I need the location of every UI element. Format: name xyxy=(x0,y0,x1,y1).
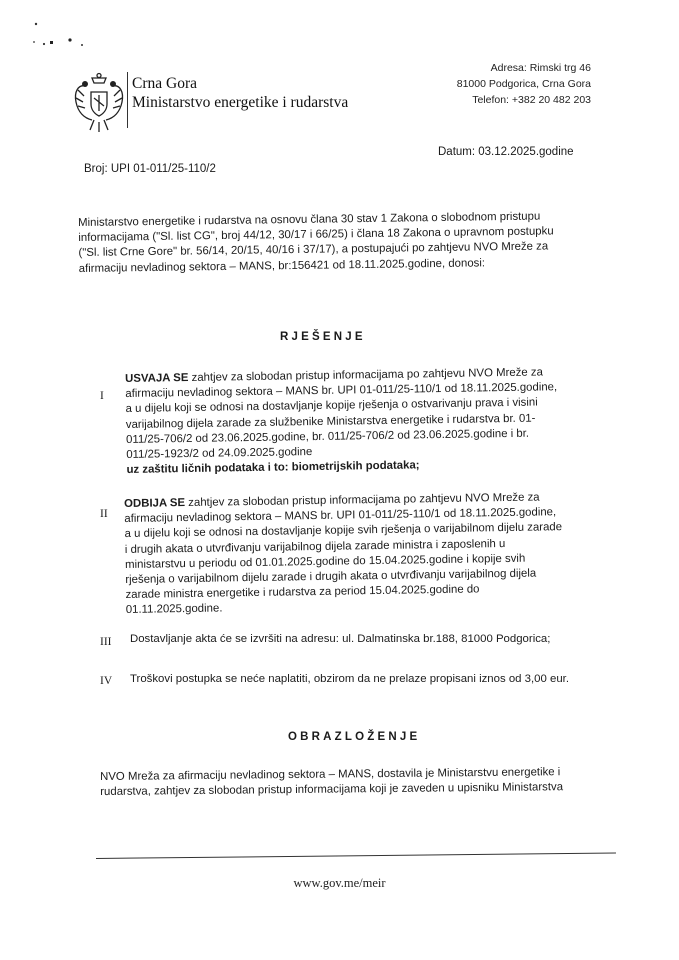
item-line: a u dijelu koji se odnosi na dostavljanje kopije rješenja o ostvarivanju prava i visini xyxy=(125,396,538,416)
data-protection-note: uz zaštitu ličnih podataka i to: biometrijskih podataka; xyxy=(126,459,420,477)
ministry-name: Ministarstvo energetike i rudarstva xyxy=(132,94,349,111)
footer-website: www.gov.me/meir xyxy=(293,876,386,890)
approve-lead: USVAJA SE xyxy=(125,372,189,385)
item-line: varijabilnog dijela zarade za službenike Ministarstva energetike i rudarstva br. 01- xyxy=(125,412,536,431)
decision-item-1 xyxy=(125,364,611,478)
item-line: ministarstvu u periodu od 01.01.2025.godine do 15.04.2025.godine i kopije svih xyxy=(124,552,526,571)
scan-specks xyxy=(28,18,88,58)
intro-paragraph xyxy=(78,209,597,277)
item-line: 01.11.2025.godine. xyxy=(125,602,223,617)
item-line: zarade ministra energetike i rudarstva za period 15.04.2025.godine do xyxy=(125,583,480,602)
item-line: 011/25-1923/2 od 24.09.2025.godine xyxy=(126,446,313,462)
intro-line: afirmaciju nevladinog sektora – MANS, br:156421 od 18.11.2025.godine, donosi: xyxy=(78,256,486,275)
decision-heading: RJEŠENJE xyxy=(280,331,366,343)
footer-divider xyxy=(96,853,616,859)
header-divider xyxy=(127,72,128,128)
address-block xyxy=(457,60,591,108)
coat-of-arms-icon xyxy=(72,72,126,134)
address-city: 81000 Podgorica, Crna Gora xyxy=(456,78,591,90)
intro-line: Ministarstvo energetike i rudarstva na osnovu člana 30 stav 1 Zakona o slobodnom pristupu xyxy=(78,210,541,229)
address-street: Adresa: Rimski trg 46 xyxy=(490,62,591,74)
reasoning-heading: OBRAZLOŽENJE xyxy=(288,731,421,743)
country-name: Crna Gora xyxy=(132,75,197,92)
document-date: Datum: 03.12.2025.godine xyxy=(438,146,574,158)
item-numeral-3: III xyxy=(100,636,112,648)
item-line: zahtjev za slobodan pristup informacijama po zahtjevu NVO Mreže za xyxy=(188,366,544,385)
ministry-name-block xyxy=(132,74,348,112)
item-line: rješenja o varijabilnom dijelu zarade i drugih akata o utvrđivanju varijabilnog dijela xyxy=(125,567,537,587)
delivery-address-line: Dostavljanje akta će se izvršiti na adresu: ul. Dalmatinska br.188, 81000 Podgorica; xyxy=(130,633,551,645)
intro-line: ("Sl. list Crne Gore" br. 56/14, 20/15, 40/16 i 37/17), a postupajući po zahtjevu NVO Mreže za xyxy=(78,240,549,260)
item-line: zahtjev za slobodan pristup informacijama po zahtjevu NVO Mreže za xyxy=(184,491,540,510)
item-line: 011/25-706/2 od 23.06.2025.godine, br. 011/25-706/2 od 23.06.2025.godine i br. xyxy=(125,427,530,446)
decision-item-2 xyxy=(124,489,610,618)
item-line: a u dijelu koji se odnosi na dostavljanje kopije svih rješenja o varijabilnom dijelu zarade xyxy=(124,521,563,541)
reasoning-line: rudarstva, zahtjev za slobodan pristup informacijama koji je zaveden u upisniku Ministarstva xyxy=(100,781,564,799)
address-phone: Telefon: +382 20 482 203 xyxy=(472,94,591,106)
costs-line: Troškovi postupka se neće naplatiti, obzirom da ne prelaze propisani iznos od 3,00 eur. xyxy=(130,673,570,685)
item-line: i drugih akata o utvrđivanju varijabilnog dijela zarade ministra i zaposlenih u xyxy=(124,537,506,556)
item-numeral-1: I xyxy=(100,390,104,402)
intro-line: informacijama ("Sl. list CG", broj 44/12, 30/17 i 66/25) i člana 18 Zakona o upravnom postupku xyxy=(78,225,554,245)
document-number: Broj: UPI 01-011/25-110/2 xyxy=(84,163,216,175)
item-line: afirmaciju nevladinog sektora – MANS br. UPI 01-011/25-110/1 od 18.11.2025.godine, xyxy=(124,506,557,526)
reasoning-paragraph xyxy=(100,765,616,801)
item-numeral-2: II xyxy=(100,508,108,520)
reasoning-line: NVO Mreža za afirmaciju nevladinog sektora – MANS, dostavila je Ministarstvu energetike i xyxy=(100,766,561,783)
item-line: afirmaciju nevladinog sektora – MANS br. UPI 01-011/25-110/1 od 18.11.2025.godine, xyxy=(125,381,558,401)
item-numeral-4: IV xyxy=(100,675,113,687)
reject-lead: ODBIJA SE xyxy=(124,497,186,510)
